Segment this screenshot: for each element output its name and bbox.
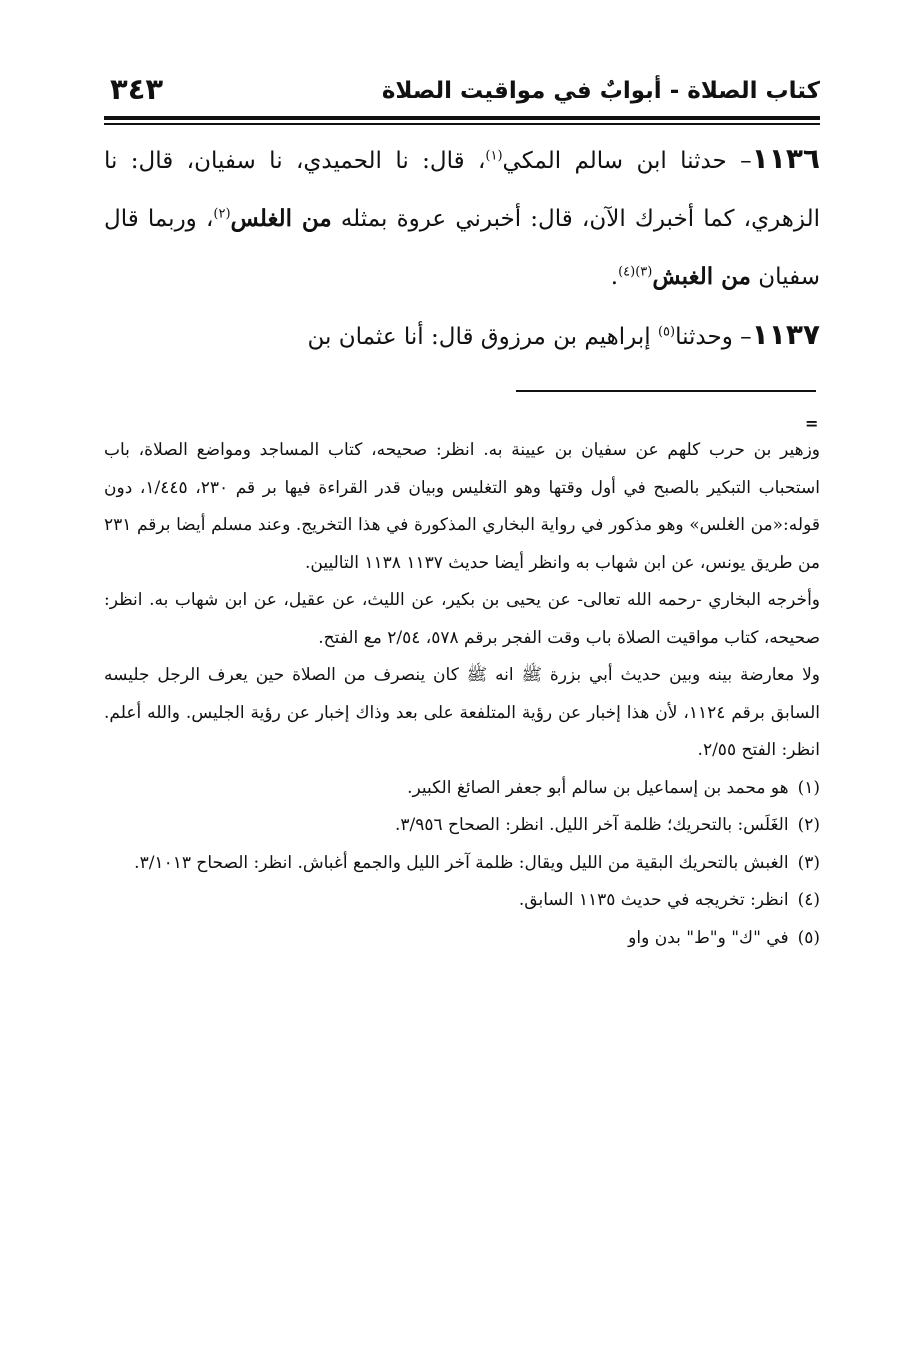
footnote-ref: (٥) bbox=[657, 324, 676, 340]
footnote-text: هو محمد بن إسماعيل بن سالم أبو جعفر الصائغ الكبير. bbox=[407, 777, 789, 798]
hadith-text: ، bbox=[205, 206, 214, 232]
hadith-text: قال: نا الزهري، كما أخبرك الآن، قال: أخبرني عروة بمثله bbox=[104, 148, 821, 232]
footnote-5 bbox=[104, 920, 820, 958]
footnote-text: في "ك" و"ط" بدن واو bbox=[628, 927, 789, 948]
hadith-1137 bbox=[104, 306, 820, 366]
footnote-1 bbox=[104, 770, 820, 808]
footnote-text: الغَلَس: بالتحريك؛ ظلمة آخر الليل. انظر: الصحاح ٣/٩٥٦. bbox=[394, 815, 789, 835]
note-paragraph: وزهير بن حرب كلهم عن سفيان بن عيينة به. انظر: صحيحه، كتاب المساجد ومواضع الصلاة، باب استحباب التبكير بالصبح في أول وقتها وهو التغليس وبيان قدر القراءة فيها بر قم ٢٣٠، ١/٤٤٥، دون قوله:«من الغلس» وهو مذكور في رواية البخاري المذكورة في هذا التخريج. وعند مسلم أيضا برقم ٢٣١ من طريق يونس، عن ابن شهاب به وانظر أيضا حديث ١١٣٧ ١١٣٨ التاليين. bbox=[104, 440, 820, 573]
hadith-text: . bbox=[610, 264, 619, 290]
footnote-number: (٥) bbox=[797, 927, 820, 948]
footnote-3 bbox=[104, 845, 820, 883]
continuation-mark: = bbox=[805, 414, 819, 433]
hadith-text: وربما قال سفيان bbox=[104, 206, 820, 290]
footnote-separator bbox=[516, 390, 816, 392]
footnotes-area bbox=[104, 432, 820, 957]
footnote-text: الغبش بالتحريك البقية من الليل ويقال: ظلمة آخر الليل والجمع أغباش. انظر: الصحاح ٣/١٠١٣. bbox=[134, 852, 789, 873]
note-paragraph: ولا معارضة بينه وبين حديث أبي بزرة ﷺ انه ﷺ كان ينصرف من الصلاة حين يعرف الرجل جليسه السابق برقم ١١٢٤، لأن هذا إخبار عن رؤية المتلفعة على بعد وذاك إخبار عن رؤية الجليس. والله أعلم. انظر: الفتح ٢/٥٥. bbox=[104, 665, 820, 760]
hadith-number: ١١٣٧ bbox=[751, 318, 820, 351]
footnote-ref: (١) bbox=[485, 148, 503, 164]
footnote-number: (٣) bbox=[797, 852, 820, 873]
footnote-number: (٤) bbox=[797, 890, 820, 910]
footnote-ref: (٣)(٤) bbox=[618, 264, 653, 280]
emphasized-phrase: من الغبش bbox=[652, 263, 751, 290]
main-text bbox=[104, 130, 820, 366]
hadith-text: – حدثنا ابن سالم المكي bbox=[502, 148, 752, 174]
running-title: كتاب الصلاة - أبوابٌ في مواقيت الصلاة bbox=[381, 78, 820, 104]
header-rule-thin bbox=[104, 123, 820, 125]
hadith-text: ، قال: نا الحميدي، نا سفيان، bbox=[186, 148, 486, 174]
note-paragraph: وأخرجه البخاري -رحمه الله تعالى- عن يحيى بن بكير، عن الليث، عن عقيل، عن ابن شهاب به. انظر: صحيحه، كتاب مواقيت الصلاة باب وقت الفجر برقم ٥٧٨، ٢/٥٤ مع الفتح. bbox=[104, 590, 820, 648]
footnote-number: (١) bbox=[797, 777, 820, 798]
page-header bbox=[104, 68, 820, 120]
footnote-ref: (٢) bbox=[213, 206, 231, 222]
header-rule-thick bbox=[104, 116, 820, 120]
hadith-text: – وحدثنا bbox=[675, 324, 752, 350]
emphasized-phrase: من الغلس bbox=[230, 205, 332, 232]
footnote-number: (٢) bbox=[797, 815, 820, 835]
page-number: ٣٤٣ bbox=[110, 72, 164, 106]
hadith-text: إبراهيم بن مرزوق قال: أنا عثمان بن bbox=[307, 324, 651, 350]
hadith-1136 bbox=[104, 130, 820, 306]
hadith-number: ١١٣٦ bbox=[751, 142, 820, 175]
footnote-2 bbox=[104, 807, 820, 845]
footnote-4 bbox=[104, 882, 820, 920]
footnote-text: انظر: تخريجه في حديث ١١٣٥ السابق. bbox=[518, 890, 789, 910]
